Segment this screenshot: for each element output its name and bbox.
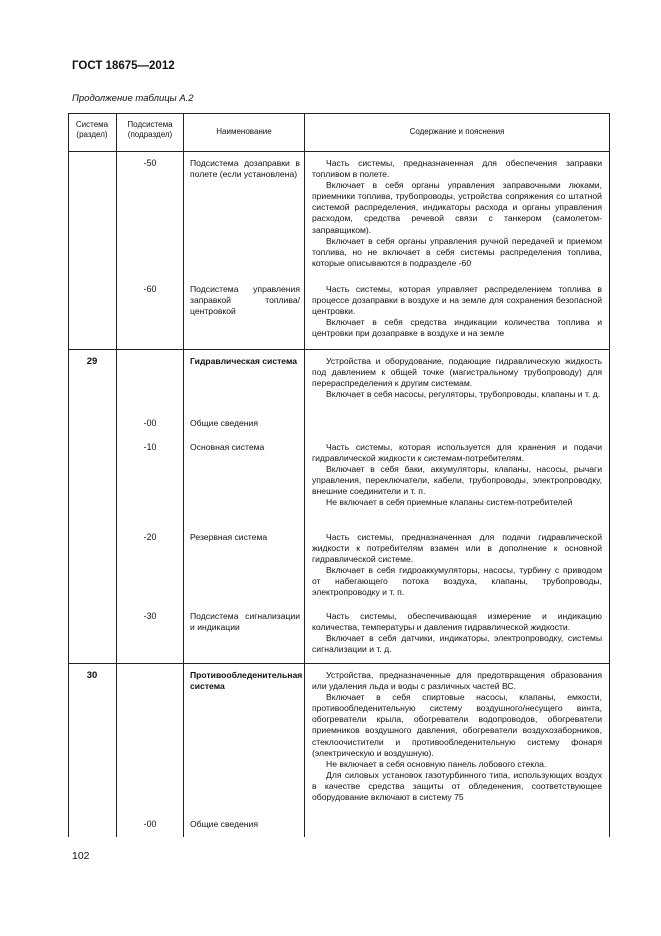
desc-paragraph: Часть системы, предназначенная для подачи гидравлической жидкости к потребителям взамен или в дополнение к основной гидравлической системе. — [312, 532, 602, 565]
subsystem-code: -30 — [143, 611, 157, 621]
desc-paragraph: Включает в себя гидроаккумуляторы, насосы, турбину с приводом от набегающего потока воздуха, клапаны, трубопроводы, электропроводку и т. п. — [312, 565, 602, 598]
row-description — [312, 284, 602, 339]
col-header-subsystem: Подсистема (подраздел) — [127, 120, 173, 139]
desc-paragraph: Часть системы, которая управляет распределением топлива в процессе дозаправки в воздухе и на земле для сохранения безопасной центровки. — [312, 284, 602, 317]
row-name: Подсистема управления заправкой топлива/центровкой — [190, 284, 300, 317]
row-description — [312, 158, 602, 269]
subsystem-code: -20 — [143, 532, 157, 542]
desc-paragraph: Включает в себя средства индикации количества топлива и центровки при дозаправке в воздухе и на земле — [312, 317, 602, 339]
col-header-description: Содержание и пояснения — [409, 127, 505, 136]
document-header: ГОСТ 18675—2012 — [72, 60, 175, 72]
desc-paragraph: Для силовых установок газотурбинного типа, использующих воздух в качестве средства защиты от обледенения, соответствующее оборудование включают в систему 75 — [312, 769, 602, 803]
subsystem-code: -10 — [143, 442, 157, 452]
subsystem-code: -00 — [143, 819, 157, 829]
desc-paragraph: Включает в себя насосы, регуляторы, трубопроводы, клапаны и т. д. — [326, 389, 601, 400]
page-number: 102 — [72, 850, 90, 862]
row-name: Резервная система — [190, 532, 268, 542]
system-code: 30 — [86, 670, 98, 681]
desc-paragraph: Устройства и оборудование, подающие гидравлическую жидкость под давлением к общей точке (магистральному трубопроводу) для перераспределения к другим системам. — [312, 356, 602, 389]
desc-paragraph: Часть системы, которая используется для хранения и подачи гидравлической жидкости к системам-потребителям. — [312, 442, 602, 464]
subsystem-code: -50 — [143, 158, 157, 168]
subsystem-code: -00 — [143, 418, 157, 428]
row-name: Подсистема сигнализации и индикации — [190, 611, 300, 633]
subsystem-code: -60 — [143, 284, 157, 294]
desc-paragraph: Часть системы, обеспечивающая измерение и индикацию количества, температуры и давления гидравлической жидкости. — [312, 611, 602, 633]
table-caption: Продолжение таблицы А.2 — [72, 93, 194, 104]
row-name: Общие сведения — [190, 418, 258, 428]
col-header-system: Система (раздел) — [75, 120, 109, 139]
system-code: 29 — [86, 356, 98, 367]
row-name: Подсистема дозаправки в полете (если установлена) — [190, 158, 300, 180]
desc-paragraph: Включает в себя датчики, индикаторы, электропроводку, системы сигнализации и т. д. — [312, 633, 602, 655]
row-description — [312, 356, 602, 400]
row-name: Противообледенительная система — [190, 670, 303, 692]
row-name: Гидравлическая система — [190, 356, 297, 366]
row-description — [312, 442, 602, 509]
desc-paragraph: Включает в себя баки, аккумуляторы, клапаны, насосы, рычаги управления, переключатели, кабели, трубопроводы, электропроводку, внешние соединители и т. п. — [312, 464, 602, 497]
desc-paragraph: Не включает в себя приемные клапаны систем-потребителей — [326, 497, 573, 508]
desc-paragraph: Включает в себя органы управления ручной передачей и приемом топлива, но не включает в себя системы распределения топлива, которые описываются в подразделе -60 — [312, 235, 602, 268]
row-description — [312, 670, 602, 803]
row-description — [312, 611, 602, 655]
col-header-name: Наименование — [216, 127, 272, 136]
row-description — [312, 532, 602, 599]
classification-table — [68, 113, 610, 837]
desc-paragraph: Включает в себя спиртовые насосы, клапаны, емкости, противообледенительную систему воздушного/несущего винта, обогреватели крыла, обогреватели водопроводов, обогреватели приемников воздушного давления, обогреватели воздухозаборников, стеклоочистители и противообледенительную систему фонаря (электрическую и воздушную). — [312, 692, 602, 758]
desc-paragraph: Не включает в себя основную панель лобового стекла. — [326, 758, 547, 769]
desc-paragraph: Устройства, предназначенные для предотвращения образования или удаления льда и воды с различных частей ВС. — [312, 670, 602, 692]
row-name: Основная система — [190, 442, 265, 452]
row-name: Общие сведения — [190, 819, 258, 829]
desc-paragraph: Включает в себя органы управления заправочными люками, приемники топлива, трубопроводы, устройства сопряжения со штатной системой распределения, индикаторы расхода и органы управления расходом, средства речевой связи с танкером (самолетом-заправщиком). — [312, 180, 602, 235]
desc-paragraph: Часть системы, предназначенная для обеспечения заправки топливом в полете. — [312, 158, 602, 180]
